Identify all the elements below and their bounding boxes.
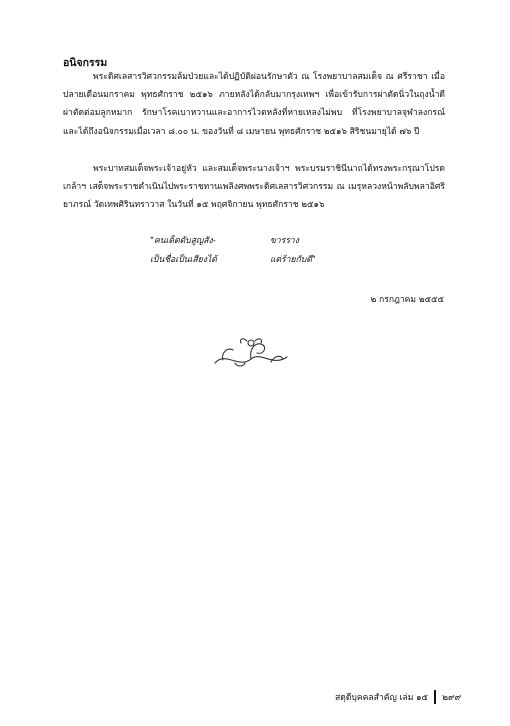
paragraph-1: พระดิศเลสารวิศวกรรมล้มป่วยและได้ปฏิบัติผ่อนรักษาตัว ณ โรงพยาบาลสมเด็จ ณ ศรีราชา เมื่อปลายเดือนมกราคม พุทธศักราช ๒๕๑๖ ภายหลังได้กลับมากรุงเทพฯ เพื่อเข้ารับการผ่าตัดนิ่วในถุงน้ำดี ผ่าตัดต่อมลูกหมาก รักษาโรคเบาหวานและอาการไวตหลังที่หายเหลงไม่พบ ที่โรงพยาบาลจุฬาลงกรณ์ และได้ถึงอนิจกรรมเมื่อเวลา ๘.๐๐ น. ของวันที่ ๘ เมษายน พุทธศักราช ๒๕๑๖ สิริชนมายุได้ ๗๖ ปี [63, 72, 445, 137]
footer-divider [434, 690, 436, 704]
poem-line-1-left: "คนเด็ดดับสูญสัง- [150, 236, 216, 246]
poem-line-2-left: เป็นชื่อเป็นเสียงได้ [150, 255, 217, 265]
page-number: ๒๙๙ [442, 693, 462, 703]
poem-line-2 [150, 251, 316, 270]
paragraph-2: พระบาทสมเด็จพระเจ้าอยู่หัว และสมเด็จพระนางเจ้าฯ พระบรมราชินีนาถได้ทรงพระกรุณาโปรดเกล้าฯ เสด็จพระราชดำเนินไปพระราชทานเพลิงศพพระดิศเลสารวิศวกรรม ณ เมรุหลวงหน้าพลับพลาอิศริยาภรณ์ วัดเทพศิรินทราวาส ในวันที่ ๑๕ พฤศจิกายน พุทธศักราช ๒๕๑๖ [63, 164, 445, 211]
date-line: ๒ กรกฎาคม ๒๕๕๕ [370, 295, 444, 305]
page-footer [335, 690, 461, 704]
poem-line-2-right: แต่ร้ายกับดี" [270, 255, 316, 265]
floral-ornament-icon [209, 333, 293, 373]
poem-line-1 [150, 232, 316, 251]
poem-quote [150, 232, 316, 270]
book-title: สดุดีบุคคลสำคัญ เล่ม ๑๕ [335, 693, 429, 703]
section-heading: อนิจกรรม [63, 57, 108, 69]
poem-line-1-right: ขารราง [270, 236, 299, 246]
